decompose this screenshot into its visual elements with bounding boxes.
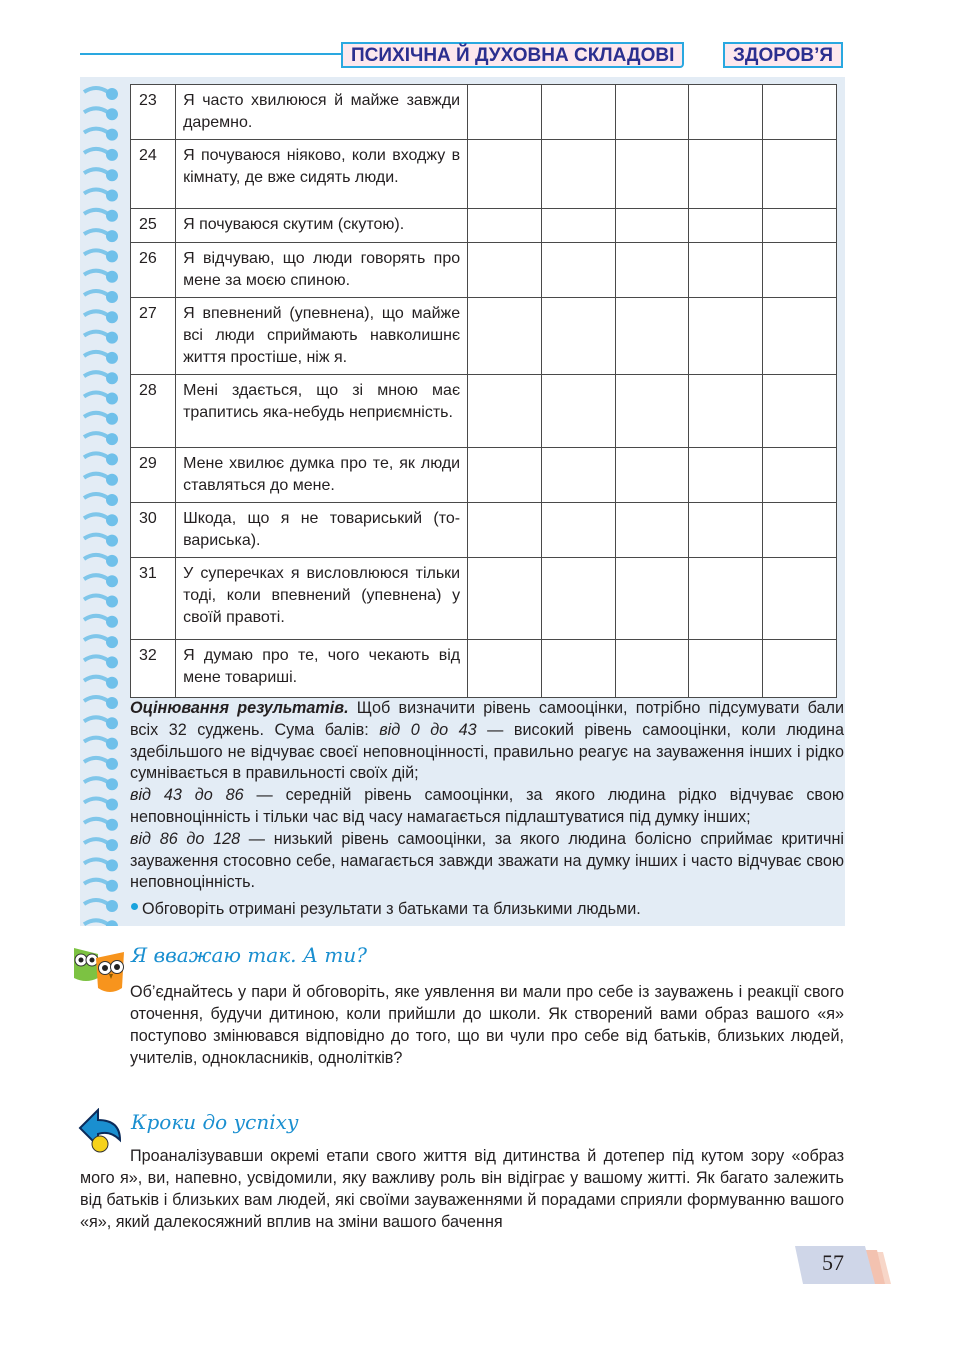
spiral-ring (84, 555, 108, 559)
spiral-ring (84, 799, 108, 803)
spiral-ring (84, 149, 108, 153)
answer-cell (541, 375, 615, 448)
answer-cell (468, 243, 542, 298)
answer-cell (468, 640, 542, 698)
section-title: Я вважаю так. А ти? (131, 943, 367, 967)
table-row (131, 243, 837, 298)
spiral-ring (84, 900, 108, 904)
spiral-hole (106, 88, 118, 100)
spiral-hole (106, 799, 118, 811)
spiral-ring (84, 535, 108, 539)
answer-cell (541, 140, 615, 209)
bullet-icon (131, 903, 138, 910)
spiral-hole (106, 190, 118, 202)
answer-cell (689, 640, 763, 698)
statement-number: 29 (131, 448, 176, 503)
answer-cell (468, 298, 542, 375)
spiral-hole (106, 291, 118, 303)
statement-number: 31 (131, 558, 176, 640)
statement-text: Мене хвилює думка про те, як люди ставляться до мене. (176, 448, 468, 503)
spiral-hole (106, 352, 118, 364)
spiral-hole (106, 596, 118, 608)
spiral-ring (84, 108, 108, 112)
answer-cell (541, 503, 615, 558)
header-subtitle: ЗДОРОВ’Я (723, 42, 843, 68)
statement-text: Я часто хвилююся й майже завжди даремно. (176, 85, 468, 140)
spiral-ring (84, 332, 108, 336)
spiral-ring (84, 393, 108, 397)
answer-cell (763, 243, 837, 298)
answer-cell (541, 448, 615, 503)
statement-number: 23 (131, 85, 176, 140)
spiral-ring (84, 250, 108, 254)
answer-cell (763, 503, 837, 558)
answer-cell (689, 243, 763, 298)
answer-cell (541, 558, 615, 640)
section-text: Проаналізувавши окремі етапи свого життя від дитинства й дотепер під кутом зору «образ мого я», ви, напевно, усвідомили, яку важливу роль він відіграє у вашому житті. Як багато залежить від батьків і близьких вам людей, які своїми зауваженнями й порадами сприяли формуванню вашого «я», який далекосяжний вплив на зміни вашого бачення (80, 1147, 844, 1231)
answer-cell (763, 140, 837, 209)
spiral-ring (84, 656, 108, 660)
spiral-ring (84, 859, 108, 863)
page-number: 57 (822, 1250, 844, 1275)
answer-cell (541, 85, 615, 140)
answer-cell (541, 209, 615, 243)
table-row (131, 448, 837, 503)
spiral-hole (106, 616, 118, 628)
spiral-ring (84, 839, 108, 843)
answer-cell (615, 243, 689, 298)
statement-number: 25 (131, 209, 176, 243)
answer-cell (615, 140, 689, 209)
spiral-ring (84, 697, 108, 701)
spiral-hole (106, 880, 118, 892)
spiral-ring (84, 575, 108, 579)
spiral-hole (106, 169, 118, 181)
spiral-hole (106, 575, 118, 587)
answer-cell (763, 85, 837, 140)
spiral-ring (84, 738, 108, 742)
spiral-ring (84, 494, 108, 498)
spiral-ring (84, 758, 108, 762)
spiral-hole (106, 535, 118, 547)
statement-text: Шкода, що я не товариський (товариська). (176, 503, 468, 558)
header-line (80, 53, 342, 55)
answer-cell (541, 243, 615, 298)
spiral-hole (106, 210, 118, 222)
spiral-ring (84, 230, 108, 234)
answer-cell (763, 558, 837, 640)
answer-cell (763, 375, 837, 448)
spiral-hole (106, 656, 118, 668)
spiral-hole (106, 108, 118, 120)
answer-cell (468, 503, 542, 558)
spiral-hole (106, 717, 118, 729)
spiral-ring (84, 880, 108, 884)
section-text: Об’єднайтесь у пари й обговоріть, яке уявлення ви мали про себе із зауважень і реакції свого оточення, будучи дитиною, коли прийшли до школи. Як створений вами образ вашого «я» поступово змінювався відповідно до того, що ви чули про себе від батьків, близьких людей, учителів, однокласників, однолітків? (130, 983, 844, 1067)
table-row (131, 298, 837, 375)
spiral-ring (84, 433, 108, 437)
answer-cell (541, 298, 615, 375)
answer-cell (468, 375, 542, 448)
answer-cell (615, 558, 689, 640)
answer-cell (689, 375, 763, 448)
statement-number: 27 (131, 298, 176, 375)
spiral-ring (84, 88, 108, 92)
header-title: ПСИХІЧНА Й ДУХОВНА СКЛАДОВІ (341, 42, 684, 68)
answer-cell (689, 298, 763, 375)
answer-cell (689, 503, 763, 558)
spiral-hole (106, 819, 118, 831)
spiral-hole (106, 433, 118, 445)
spiral-binding-icon (82, 80, 122, 926)
table-row (131, 503, 837, 558)
answer-cell (763, 209, 837, 243)
spiral-hole (106, 311, 118, 323)
table-row (131, 640, 837, 698)
spiral-hole (106, 738, 118, 750)
answer-cell (615, 85, 689, 140)
statement-number: 32 (131, 640, 176, 698)
spiral-hole (106, 474, 118, 486)
statement-text: Я почуваюся ніяково, коли входжу в кімнату, де вже сидять люди. (176, 140, 468, 209)
spiral-hole (106, 778, 118, 790)
table-row (131, 558, 837, 640)
spiral-hole (106, 494, 118, 506)
spiral-ring (84, 291, 108, 295)
spiral-ring (84, 372, 108, 376)
statement-number: 30 (131, 503, 176, 558)
evaluation-bullet: Обговоріть отримані результати з батьками та близькими людьми. (142, 900, 641, 918)
answer-cell (541, 640, 615, 698)
answer-cell (763, 640, 837, 698)
spiral-hole (106, 839, 118, 851)
spiral-hole (106, 372, 118, 384)
spiral-ring (84, 190, 108, 194)
spiral-hole (106, 129, 118, 141)
spiral-ring (84, 514, 108, 518)
spiral-ring (84, 453, 108, 457)
answer-cell (468, 85, 542, 140)
spiral-ring (84, 819, 108, 823)
statement-text: Я думаю про те, чого чекають від мене товариші. (176, 640, 468, 698)
spiral-hole (106, 636, 118, 648)
statement-number: 24 (131, 140, 176, 209)
answer-cell (615, 503, 689, 558)
spiral-hole (106, 332, 118, 344)
answer-cell (689, 558, 763, 640)
owls-icon (72, 944, 126, 998)
statement-text: У суперечках я висловлююся тільки тоді, коли впевнений (упевнена) у своїй правоті. (176, 558, 468, 640)
evaluation-heading: Оцінювання результатів. (130, 699, 349, 717)
answer-cell (689, 140, 763, 209)
spiral-hole (106, 149, 118, 161)
spiral-hole (106, 920, 118, 926)
answer-cell (615, 209, 689, 243)
spiral-ring (84, 717, 108, 721)
spiral-ring (84, 474, 108, 478)
spiral-hole (106, 555, 118, 567)
answer-cell (763, 448, 837, 503)
spiral-ring (84, 129, 108, 133)
spiral-ring (84, 596, 108, 600)
evaluation-text: Оцінювання результатів. Щоб визначити рівень самооцінки, потрібно підсумувати бали всіх 32 суджень. Сума балів: від 0 до 43 — високий рівень самооцінки, коли людина здебільшого не відчуває своєї неповноцінності, правильно реагує на зауваження інших і рідко сумнівається в правильності своїх дій; від 43 до 86 — середній рівень самооцінки, за якого людина рідко відчуває свою неповноцінність і тільки час від часу намагається підлаштуватися під думку інших; від 86 до 128 — низький рівень самооцінки, за якого людина болісно сприймає критичні зауваження стосовно себе, намагається завжди зважати на думку інших і часто відчуває свою неповноцінність. (130, 699, 845, 892)
statement-text: Я впевнений (упевнена), що майже всі люди сприймають навколишнє життя простіше, ніж я. (176, 298, 468, 375)
spiral-hole (106, 230, 118, 242)
spiral-hole (106, 514, 118, 526)
answer-cell (468, 209, 542, 243)
answer-cell (615, 375, 689, 448)
spiral-hole (106, 900, 118, 912)
spiral-hole (106, 859, 118, 871)
spiral-hole (106, 453, 118, 465)
answer-cell (468, 448, 542, 503)
table-row (131, 85, 837, 140)
spiral-ring (84, 636, 108, 640)
answer-cell (689, 448, 763, 503)
spiral-hole (106, 393, 118, 405)
statement-text: Я почуваюся скутим (скутою). (176, 209, 468, 243)
spiral-ring (84, 210, 108, 214)
answer-cell (615, 448, 689, 503)
statement-text: Мені здається, що зі мною має трапитись яка-небудь неприємність. (176, 375, 468, 448)
answer-cell (468, 140, 542, 209)
spiral-hole (106, 677, 118, 689)
spiral-ring (84, 677, 108, 681)
spiral-ring (84, 352, 108, 356)
answer-cell (615, 298, 689, 375)
answer-cell (689, 85, 763, 140)
spiral-ring (84, 616, 108, 620)
table-row (131, 209, 837, 243)
statement-number: 28 (131, 375, 176, 448)
statement-text: Я відчуваю, що люди говорять про мене за моєю спиною. (176, 243, 468, 298)
answer-cell (615, 640, 689, 698)
spiral-ring (84, 271, 108, 275)
table-row (131, 375, 837, 448)
section-title: Кроки до успіху (131, 1110, 299, 1134)
answer-cell (689, 209, 763, 243)
questionnaire-table (130, 84, 837, 698)
spiral-hole (106, 758, 118, 770)
table-row (131, 140, 837, 209)
spiral-hole (106, 271, 118, 283)
spiral-ring (84, 778, 108, 782)
spiral-ring (84, 920, 108, 924)
spiral-ring (84, 413, 108, 417)
spiral-ring (84, 311, 108, 315)
spiral-hole (106, 413, 118, 425)
spiral-hole (106, 250, 118, 262)
statement-number: 26 (131, 243, 176, 298)
answer-cell (763, 298, 837, 375)
answer-cell (468, 558, 542, 640)
spiral-ring (84, 169, 108, 173)
spiral-hole (106, 697, 118, 709)
